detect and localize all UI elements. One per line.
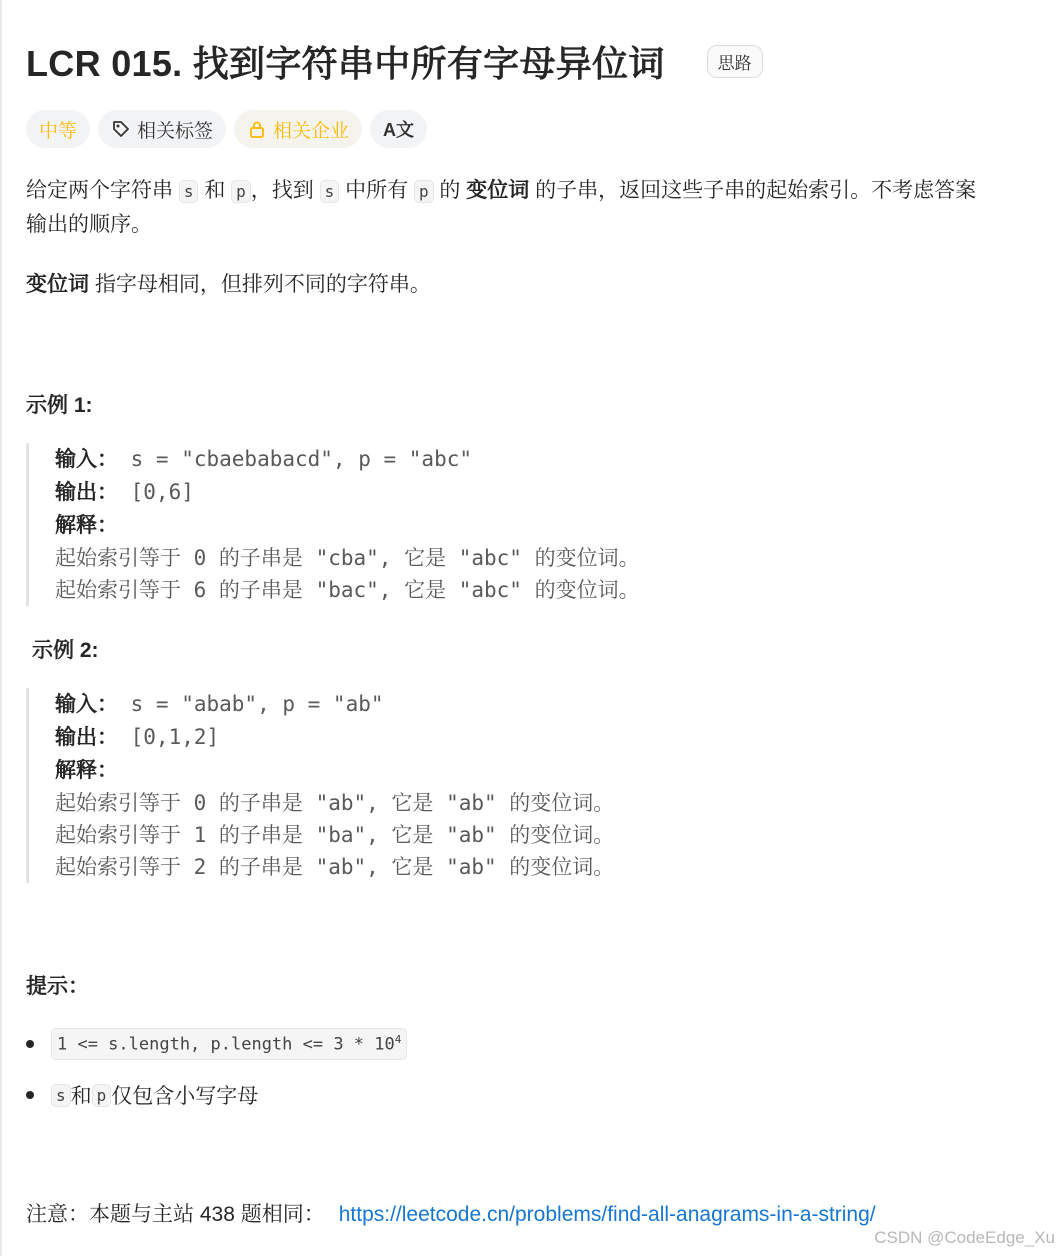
explain-line: 起始索引等于 0 的子串是 "ab", 它是 "ab" 的变位词。 (55, 791, 615, 815)
example-2-input (55, 688, 1006, 721)
desc-text: 指字母相同，但排列不同的字符串。 (89, 273, 431, 296)
main-site-link[interactable]: https://leetcode.cn/problems/find-all-anagrams-in-a-string/ (338, 1203, 876, 1226)
bold-term-anagram: 变位词 (26, 273, 89, 296)
constraint-item-1 (26, 1028, 407, 1060)
related-tags-button[interactable] (98, 110, 226, 148)
output-label: 输出： (55, 726, 118, 749)
desc-text: 的子串，返回这些子串的起始索引。不考虑答案 (529, 179, 977, 202)
example-2-heading: 示例 2: (32, 639, 99, 662)
constraint-code (51, 1028, 407, 1060)
related-companies-button[interactable] (234, 110, 362, 148)
example-1-block (26, 443, 1006, 606)
desc-text: 和 (198, 179, 232, 202)
explain-line: 起始索引等于 0 的子串是 "cba", 它是 "abc" 的变位词。 (55, 546, 640, 570)
explain-line: 起始索引等于 6 的子串是 "bac", 它是 "abc" 的变位词。 (55, 578, 640, 602)
example-1-output (55, 476, 1006, 509)
related-companies-label: 相关企业 (273, 120, 350, 142)
input-value: s = "cbaebabacd", p = "abc" (118, 447, 473, 471)
example-2-output (55, 721, 1006, 754)
example-1-input (55, 443, 1006, 476)
desc-text: 的 (433, 179, 467, 202)
explain-line: 起始索引等于 1 的子串是 "ba", 它是 "ab" 的变位词。 (55, 823, 615, 847)
constraints-heading: 提示： (26, 975, 89, 998)
inline-code-p: p (414, 180, 434, 203)
constraint-text: 仅包含小写字母 (111, 1085, 259, 1108)
explain-line: 起始索引等于 2 的子串是 "ab", 它是 "ab" 的变位词。 (55, 855, 615, 879)
input-value: s = "abab", p = "ab" (118, 692, 384, 716)
left-border (0, 0, 2, 1256)
tag-icon (111, 119, 131, 139)
problem-title[interactable]: LCR 015. 找到字符串中所有字母异位词 (26, 43, 665, 84)
inline-code-s: s (320, 180, 340, 203)
explain-label: 解释： (55, 759, 118, 782)
desc-text: 给定两个字符串 (26, 179, 179, 202)
inline-code-p: p (231, 180, 251, 203)
description-paragraph-1 (26, 174, 1046, 241)
hint-button[interactable]: 思路 (707, 45, 763, 78)
constraint-text: 和 (70, 1085, 92, 1108)
description-paragraph-2 (26, 268, 431, 301)
inline-code-s: s (179, 180, 199, 203)
inline-code-s: s (51, 1084, 71, 1107)
desc-text: ，找到 (250, 179, 320, 202)
difficulty-label: 中等 (39, 120, 78, 142)
constraint-text: 1 <= s.length, p.length <= 3 * 10 (57, 1034, 395, 1055)
bold-term-anagram: 变位词 (466, 179, 530, 202)
example-2-block (26, 688, 1006, 883)
inline-code-p: p (92, 1084, 112, 1107)
input-label: 输入： (55, 448, 118, 471)
tag-bar (26, 110, 427, 148)
difficulty-badge (26, 110, 90, 148)
example-2-explain (55, 754, 1006, 787)
desc-text: 输出的顺序。 (26, 213, 152, 236)
bullet-dot (26, 1040, 34, 1048)
lock-icon (247, 119, 267, 139)
output-value: [0,1,2] (118, 725, 220, 749)
output-label: 输出： (55, 481, 118, 504)
translate-icon: A文 (383, 120, 415, 140)
note-line (26, 1198, 876, 1228)
input-label: 输入： (55, 693, 118, 716)
bullet-dot (26, 1091, 34, 1099)
note-label: 注意：本题与主站 438 题相同： (26, 1203, 325, 1226)
related-tags-label: 相关标签 (137, 120, 214, 142)
example-1-heading: 示例 1: (26, 394, 93, 417)
constraint-item-2 (26, 1080, 258, 1110)
output-value: [0,6] (118, 480, 194, 504)
desc-text: 中所有 (339, 179, 414, 202)
explain-label: 解释： (55, 514, 118, 537)
watermark: CSDN @CodeEdge_Xu (874, 1228, 1055, 1247)
example-1-explain (55, 509, 1006, 542)
exponent: 4 (394, 1033, 402, 1046)
translate-button[interactable] (370, 110, 427, 148)
title-row (26, 36, 763, 87)
